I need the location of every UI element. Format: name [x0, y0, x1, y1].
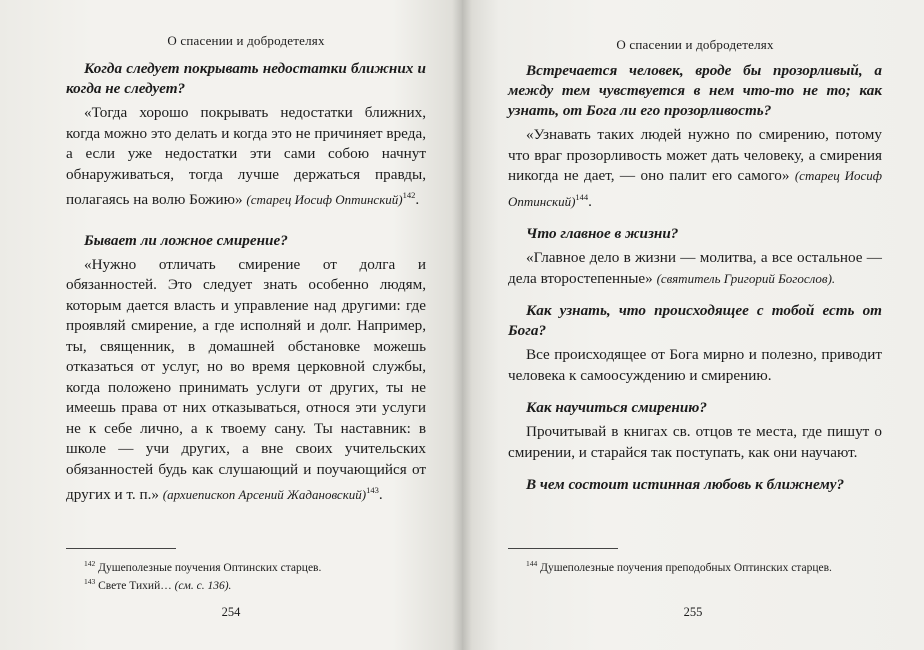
footnote-ref: 142: [402, 190, 416, 200]
footnote-number: 142: [84, 559, 96, 568]
answer-paragraph: «Нужно отличать смирение от долга и обязанностей. Это следует знать особенно людям, которым дается власть и управление над другими: где проявляй смирение, а где исполняй и долг. Например, ты, священник, в домашней обстановке можешь отказаться от услуг, но во время церковной службы, когда положено принимать услуги от других, ты не имеешь права от них отказываться, относя эти услуги не к себе лично, а к твоему сану. Ты наставник: в школе — учи других, а вне своих учительских обязанностей будь как слушающий и поучающийся от других и т. п.» (архиепископ Арсений Жадановский)$^{143}$.: [66, 255, 426, 504]
answer-source: (старец Иосиф Оптинский): [246, 192, 403, 208]
answer-paragraph: «Тогда хорошо покрывать недостатки ближних, когда можно это делать и когда это не причиняет вреда, а если уже недостатки эти сами собою начнут обнаруживаться, тогда лучше держаться правды, полагаясь на волю Божию» (старец Иосиф Оптинский)$^{142}$.: [66, 104, 426, 209]
footnotes: [66, 548, 426, 594]
book-gutter-shadow: [452, 0, 472, 650]
footnote-extra: (см. с. 136).: [174, 580, 232, 593]
answer-source: (архиепископ Арсений Жадановский): [162, 487, 367, 503]
question-heading: Когда следует покрывать недостатки ближних и когда не следует?: [66, 60, 426, 97]
footnote-number: 144: [526, 559, 538, 568]
footnote: [66, 557, 426, 575]
running-head: О спасении и добродетелях: [616, 37, 774, 52]
footnote-divider: [508, 548, 618, 549]
footnote-text: Душеполезные поучения преподобных Оптинских старцев.: [540, 561, 832, 574]
answer-paragraph: Все происходящее от Бога мирно и полезно, приводит человека к самоосуждению и смирению.: [508, 346, 882, 384]
question-heading: В чем состоит истинная любовь к ближнему?: [526, 476, 845, 494]
footnote-ref: 143: [366, 485, 379, 496]
answer-source: (старец Иосиф Оптинский): [508, 168, 882, 209]
footnote-ref: 144: [575, 191, 589, 202]
page-number: 254: [221, 605, 241, 619]
answer-paragraph: [508, 248, 882, 289]
footnote-text: Свете Тихий…: [98, 580, 172, 593]
question-heading: Бывает ли ложное смирение?: [84, 231, 288, 249]
right-page: [462, 0, 924, 650]
answer-source: (святитель Григорий Богослов).: [656, 270, 836, 286]
running-head: О спасении и добродетелях: [167, 33, 325, 48]
answer-text: «Тогда хорошо покрывать недостатки ближних, когда можно это делать и когда это не причиняет вреда, а если уже недостатки эти сами собою начнут обнаруживаться, тогда лучше держаться правды, полагаясь на волю Божию»: [66, 104, 426, 209]
footnote-text: Душеполезные поучения Оптинских старцев.: [98, 561, 322, 574]
answer-text: «Узнавать таких людей нужно по смирению, потому что враг прозорливость может дать человеку, а смирения никогда не дает, — оно палит его самого»: [508, 126, 882, 184]
question-heading: Как научиться смирению?: [526, 399, 707, 417]
question-heading: Как узнать, что происходящее с тобой есть от Бога?: [508, 302, 882, 340]
answer-paragraph: Прочитывай в книгах св. отцов те места, где пишут о смирении, и старайся так поступать, как они научают.: [508, 423, 882, 461]
question-heading: Что главное в жизни?: [526, 225, 679, 243]
footnote-number: 143: [84, 577, 96, 587]
question-heading: Встречается человек, вроде бы прозорливый, а между тем чувствуется в нем что-то не то; как узнать, от Бога ли его прозорливость?: [508, 62, 882, 119]
footnote-divider: [66, 548, 176, 549]
footnote: [66, 575, 426, 593]
footnote: [508, 557, 882, 575]
answer-text: «Нужно отличать смирение от долга и обязанностей. Это следует знать особенно людям, которым дается власть и управление над другими: где проявляй смирение, а где исполняй и долг. Например, ты, священник, в домашней обстановке можешь отказаться от услуг, но во время церковной службы, когда положено принимать услуги от других, ты не имеешь права от них отказываться, относя эти услуги не к себе лично, а к твоему сану. Ты наставник: в школе — учи других, а вне своих учительских обязанностей будь как слушающий и поучающийся от других и т. п.»: [66, 255, 426, 504]
footnotes: [508, 548, 882, 575]
answer-text: «Главное дело в жизни — молитва, а все остальное — дела второстепенные»: [508, 249, 882, 287]
answer-paragraph: «Узнавать таких людей нужно по смирению, потому что враг прозорливость может дать человеку, а смирения никогда не дает, — оно палит его самого» (старец Иосиф Оптинский)$^{144}$.: [508, 126, 882, 210]
page-number: 255: [683, 605, 703, 619]
